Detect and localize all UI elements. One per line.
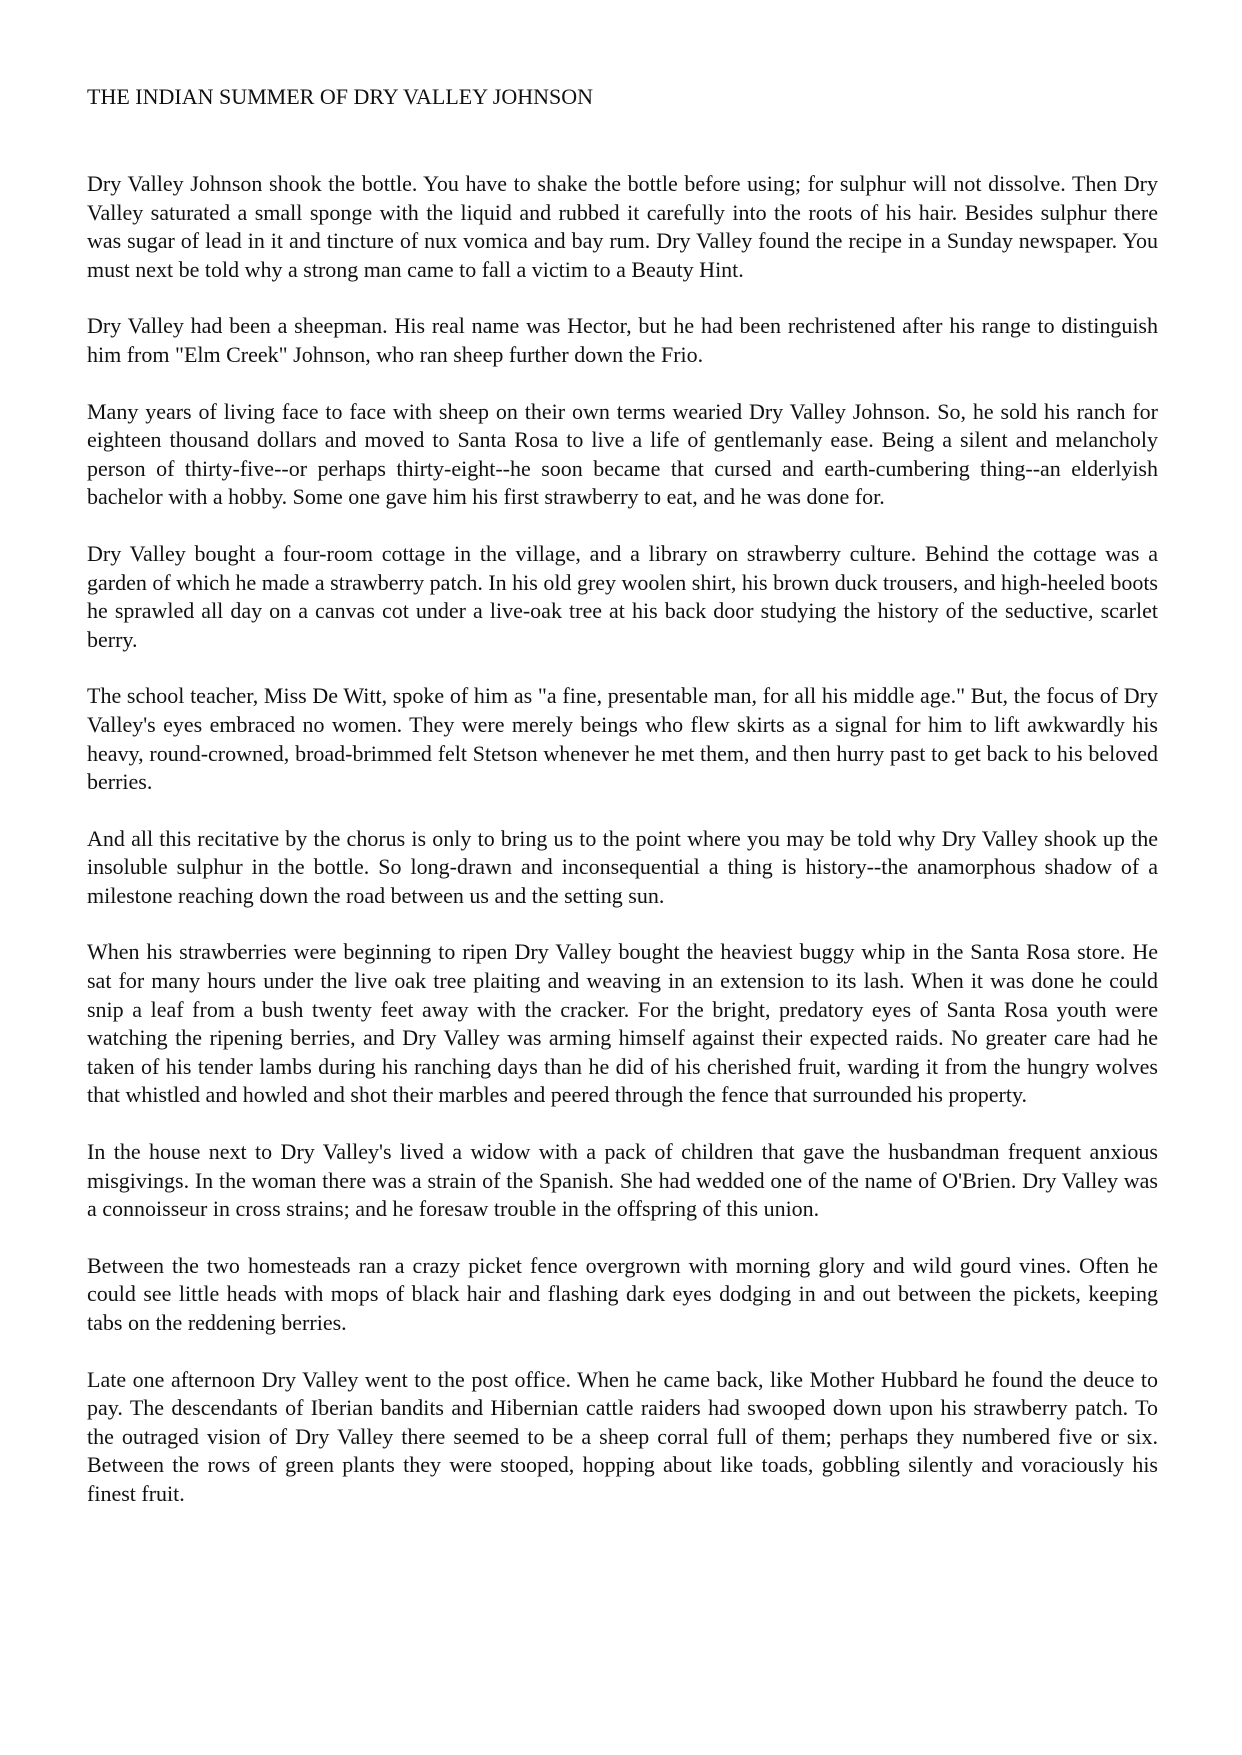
paragraph-7: When his strawberries were beginning to ripen Dry Valley bought the heaviest buggy whip in the Santa Rosa store. He sat for many hours under the live oak tree plaiting and weaving in an extension to its lash. When it was done he could snip a leaf from a bush twenty feet away with the cracker. For the bright, predatory eyes of Santa Rosa youth were watching the ripening berries, and Dry Valley was arming himself against their expected raids. No greater care had he taken of his tender lambs during his ranching days than he did of his cherished fruit, warding it from the hungry wolves that whistled and howled and shot their marbles and peered through the fence that surrounded his property. — [87, 939, 1158, 1108]
story-title: THE INDIAN SUMMER OF DRY VALLEY JOHNSON — [87, 84, 594, 109]
paragraph-9: Between the two homesteads ran a crazy picket fence overgrown with morning glory and wild gourd vines. Often he could see little heads with mops of black hair and flashing dark eyes dodging in and out between the pickets, keeping tabs on the reddening berries. — [87, 1252, 1158, 1335]
paragraph-4: Dry Valley bought a four-room cottage in the village, and a library on strawberry culture. Behind the cottage was a garden of which he made a strawberry patch. In his old grey woolen shirt, his brown duck trousers, and high-heeled boots he sprawled all day on a canvas cot under a live-oak tree at his back door studying the history of the seductive, scarlet berry. — [87, 540, 1158, 652]
paragraph-5: The school teacher, Miss De Witt, spoke of him as "a fine, presentable man, for all his middle age." But, the focus of Dry Valley's eyes embraced no women. They were merely beings who flew skirts as a signal for him to lift awkwardly his heavy, round-crowned, broad-brimmed felt Stetson whenever he met them, and then hurry past to get back to his beloved berries. — [87, 683, 1158, 795]
paragraph-8: In the house next to Dry Valley's lived a widow with a pack of children that gave the husbandman frequent anxious misgivings. In the woman there was a strain of the Spanish. She had wedded one of the name of O'Brien. Dry Valley was a connoisseur in cross strains; and he foresaw trouble in the offspring of this union. — [87, 1139, 1158, 1222]
paragraph-3: Many years of living face to face with sheep on their own terms wearied Dry Valley Johnson. So, he sold his ranch for eighteen thousand dollars and moved to Santa Rosa to live a life of gentlemanly ease. Being a silent and melancholy person of thirty-five--or perhaps thirty-eight--he soon became that cursed and earth-cumbering thing--an elderlyish bachelor with a hobby. Some one gave him his first strawberry to eat, and he was done for. — [87, 398, 1158, 510]
paragraph-2: Dry Valley had been a sheepman. His real name was Hector, but he had been rechristened after his range to distinguish him from "Elm Creek" Johnson, who ran sheep further down the Frio. — [87, 313, 1158, 367]
paragraph-10: Late one afternoon Dry Valley went to the post office. When he came back, like Mother Hubbard he found the deuce to pay. The descendants of Iberian bandits and Hibernian cattle raiders had swooped down upon his strawberry patch. To the outraged vision of Dry Valley there seemed to be a sheep corral full of them; perhaps they numbered five or six. Between the rows of green plants they were stooped, hopping about like toads, gobbling silently and voraciously his finest fruit. — [87, 1366, 1158, 1506]
paragraph-6: And all this recitative by the chorus is only to bring us to the point where you may be told why Dry Valley shook up the insoluble sulphur in the bottle. So long-drawn and inconsequential a thing is history--the anamorphous shadow of a milestone reaching down the road between us and the setting sun. — [87, 825, 1158, 908]
paragraph-1: Dry Valley Johnson shook the bottle. You have to shake the bottle before using; for sulphur will not dissolve. Then Dry Valley saturated a small sponge with the liquid and rubbed it carefully into the roots of his hair. Besides sulphur there was sugar of lead in it and tincture of nux vomica and bay rum. Dry Valley found the recipe in a Sunday newspaper. You must next be told why a strong man came to fall a victim to a Beauty Hint. — [87, 171, 1158, 282]
document-page — [87, 82, 1158, 1509]
